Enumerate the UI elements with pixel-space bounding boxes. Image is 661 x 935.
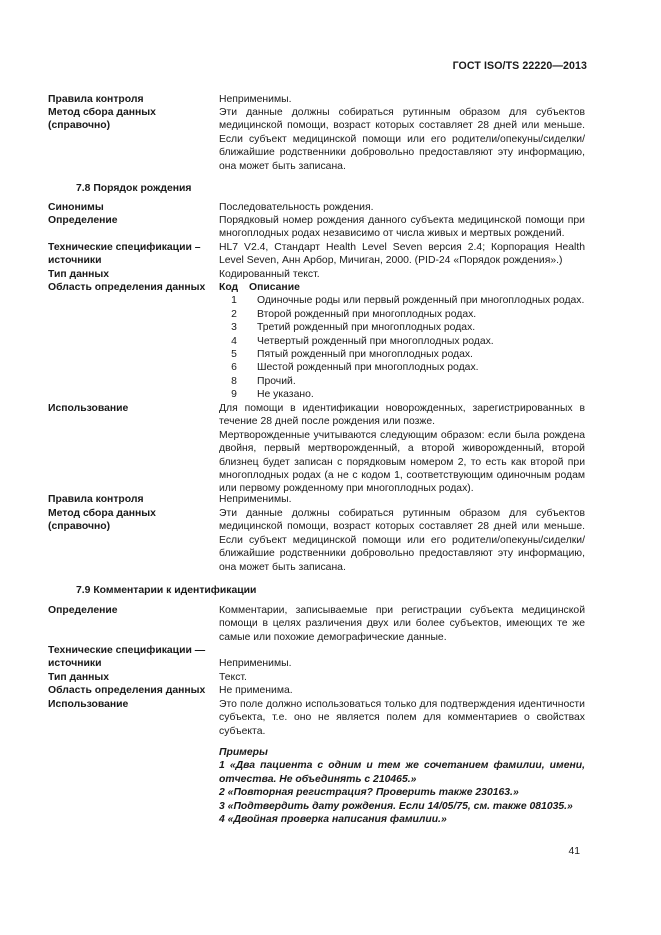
usage-field [48, 698, 585, 738]
label-line: Метод сбора данных [48, 107, 156, 118]
field-value: Эти данные должны собираться рутинным образом для субъектов медицинской помощи, возраст которых составляет 28 дней или меньше. Если субъект медицинской помощи или его родители/опекуны/сиделки/ближайшие родственники добровольно предоставляют эту информацию, она может быть записана. [219, 508, 585, 573]
field-value: Неприменимы. [219, 94, 292, 105]
field-label: Тип данных [48, 269, 110, 280]
usage-paragraph: Для помощи в идентификации новорожденных, зарегистрированных в течение 28 дней после рождения или позже. [219, 403, 585, 428]
usage-paragraph: Мертворожденные учитываются следующим образом: если была рождена двойня, первый мертворожденный, а второй живорожденный, второй близнец будет записан с порядковым номером 2, то есть как второй при многоплодных родах (а не с кодом 1, соответствующим одиночным родам или первому рожденному при многоплодных родах). [219, 429, 585, 495]
field-label: Область определения данных [48, 685, 206, 696]
field-value: Последовательность рождения. [219, 202, 374, 213]
code-description: Одиночные роды или первый рожденный при многоплодных родах. [257, 295, 585, 307]
tech-spec-field [48, 241, 585, 268]
example-item: 4 «Двойная проверка написания фамилии.» [219, 814, 447, 826]
synonyms-field [48, 201, 585, 214]
examples-block [219, 746, 585, 826]
field-value: Комментарии, записываемые при регистрации субъекта медицинской помощи в целях различения двух или более субъектов, имеющих те же самые или похожие демографические данные. [219, 605, 585, 643]
collection-method-field [48, 106, 585, 173]
data-domain-field [48, 684, 585, 697]
example-item: 3 «Подтвердить дату рождения. Если 14/05/75, см. также 081035.» [219, 800, 573, 812]
field-value: Это поле должно использоваться только для подтверждения идентичности субъекта, т.е. оно не является полем для комментариев о свойствах субъекта. [219, 699, 585, 737]
page-number: 41 [568, 846, 580, 857]
control-rules-field [48, 493, 585, 506]
field-value: Неприменимы. [219, 658, 292, 670]
code-description: Четвертый рожденный при многоплодных родах. [257, 335, 494, 347]
code-row [219, 361, 585, 374]
code-description: Прочий. [257, 375, 296, 387]
control-rules-field [48, 93, 585, 106]
field-label: Определение [48, 605, 118, 616]
code-row [219, 321, 585, 334]
usage-field [48, 402, 585, 496]
field-value [219, 402, 585, 496]
field-label: Определение [48, 215, 118, 226]
code-row [219, 348, 585, 361]
label-line: Технические спецификации — [48, 645, 206, 656]
label-line: (справочно) [48, 521, 111, 533]
field-value: Эти данные должны собираться рутинным образом для субъектов медицинской помощи, возраст которых составляет 28 дней или меньше. Если субъект медицинской помощи или его родители/опекуны/сиделки/ближайшие родственники добровольно предоставляют эту информацию, она может быть записана. [219, 107, 585, 172]
label-line: (справочно) [48, 120, 111, 132]
label-line: Метод сбора данных [48, 508, 156, 519]
code-description: Пятый рожденный при многоплодных родах. [257, 349, 473, 361]
description-header: Описание [249, 282, 300, 293]
label-line: источники [48, 255, 102, 267]
code-header: Код [219, 282, 239, 293]
collection-method-field [48, 507, 585, 574]
section-title-7-8: 7.8 Порядок рождения [76, 183, 192, 194]
example-item: 1 «Два пациента с одним и тем же сочетанием фамилии, имени, отчества. Не объединять с 210465.» [219, 760, 585, 785]
code-value: 8 [231, 375, 237, 387]
field-value: Текст. [219, 672, 247, 683]
field-label [48, 106, 219, 173]
label-line: Технические спецификации – [48, 242, 201, 253]
field-value: Неприменимы. [219, 494, 292, 505]
field-label: Правила контроля [48, 494, 144, 505]
field-label: Использование [48, 403, 129, 414]
code-value: 2 [231, 308, 237, 320]
code-description: Шестой рожденный при многоплодных родах. [257, 362, 479, 374]
code-value: 3 [231, 322, 237, 334]
field-value: Кодированный текст. [219, 269, 320, 280]
label-line: источники [48, 658, 102, 670]
example-item: 2 «Повторная регистрация? Проверить также 230163.» [219, 787, 519, 799]
field-value: HL7 V2.4, Стандарт Health Level Seven версия 2.4; Корпорация Health Level Seven, Анн Арбор, Мичиган, 2000. (PID-24 «Порядок рождения».) [219, 242, 585, 267]
code-value: 4 [231, 335, 237, 347]
code-description: Третий рожденный при многоплодных родах. [257, 322, 476, 334]
code-row [219, 335, 585, 348]
definition-field [48, 604, 585, 644]
document-header: ГОСТ ISO/TS 22220—2013 [452, 60, 587, 72]
code-description: Не указано. [257, 389, 314, 401]
code-value: 6 [231, 362, 237, 374]
field-label: Использование [48, 699, 129, 710]
code-row [219, 375, 585, 388]
definition-field [48, 214, 585, 241]
code-value: 1 [231, 295, 237, 307]
field-value: Не применима. [219, 685, 293, 696]
section-title-7-9: 7.9 Комментарии к идентификации [76, 585, 257, 596]
field-label: Правила контроля [48, 94, 144, 105]
examples-title: Примеры [219, 747, 268, 758]
code-row [219, 388, 585, 401]
tech-spec-field [48, 644, 585, 671]
code-table-header [219, 281, 585, 294]
data-type-field [48, 671, 585, 684]
code-value: 5 [231, 349, 237, 361]
field-label [48, 241, 219, 268]
code-description: Второй рожденный при многоплодных родах. [257, 308, 477, 320]
code-row [219, 308, 585, 321]
code-value: 9 [231, 389, 237, 401]
field-value: Порядковый номер рождения данного субъекта медицинской помощи при многоплодных родах независимо от числа живых и мертвых рождений. [219, 215, 585, 240]
field-label [48, 644, 219, 671]
code-row [219, 294, 585, 307]
field-label [48, 507, 219, 574]
data-domain-field [48, 281, 585, 402]
field-label: Синонимы [48, 202, 104, 213]
field-label: Область определения данных [48, 282, 206, 293]
code-table [219, 281, 585, 402]
field-label: Тип данных [48, 672, 110, 683]
data-type-field [48, 268, 585, 281]
